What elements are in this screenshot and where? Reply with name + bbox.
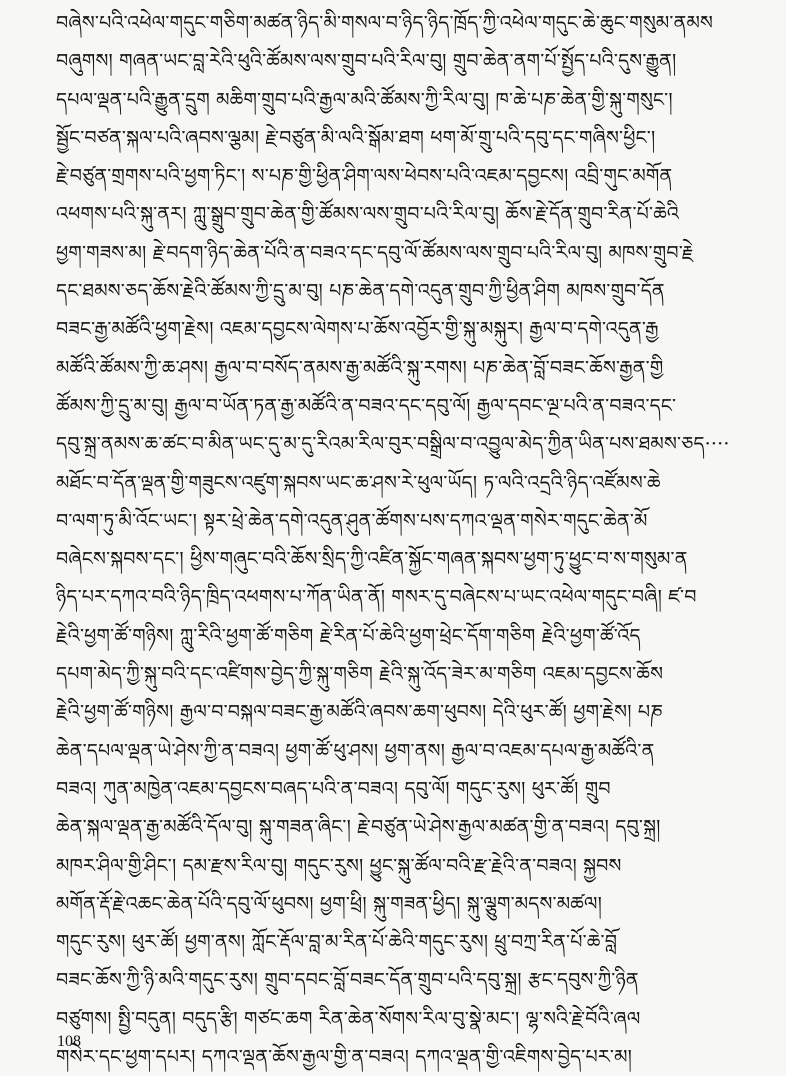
text-line: གསེར་དང་ཕྱག་དཔར། དཀའ་ལྡན་ཆོས་རྒྱལ་གྱི་ན་བཟའ། དཀའ་ལྡན་གྱི་འཇིགས་བྱེད་པར་མ། <box>56 1046 633 1069</box>
text-line: མཁར་ཤིལ་གྱི་ཤིང་། དམ་རྫས་རིལ་བུ། གདུང་རུས། ཕྱུང་སྐུ་ཚོལ་བའི་རྫ་རྗེའི་ན་བཟའ། སྐྱབས <box>56 854 622 877</box>
body-text <box>56 4 756 1076</box>
text-line: བཞེས་པའི་འཕེལ་གདུང་གཅིག་མཚན་ཉིད་མི་གསལ་བ་ཉིད་ཉིད་ཁྲོད་ཀྱི་འཕེལ་གདུང་ཆེ་ཆུང་གསུམ་ནམས <box>56 12 714 34</box>
text-line: བཟང་རྒྱ་མཚོའི་ཕྱག་རྗེས། འཇམ་དབྱངས་ལེགས་པ་ཆོས་འབྱོར་གྱི་སྐུ་མསྐུར། རྒྱལ་བ་དགེ་འདུན་རྒྱ <box>56 318 659 341</box>
text-line: དཔག་མེད་ཀྱི་སྐུ་བའི་དང་འཛིགས་བྱེད་ཀྱི་སྐུ་གཅིག རྗེའི་སྐུ་འོད་ཟེར་མ་གཅིག འཇམ་དབྱངས་ཆོས <box>56 663 664 686</box>
text-line: དང་ཐམས་ཅད་ཆོས་རྗེའི་ཚོམས་ཀྱི་དྲུ་མ་བུ། པཎ་ཆེན་དགེ་འདུན་གྲུབ་ཀྱི་ཕྱིན་ཤིག མཁས་གྲུབ་དོན <box>56 280 665 303</box>
text-line: རྗེའི་ཕྱག་ཚོ་གཉིས། ཀླུ་རིའི་ཕྱག་ཚོ་གཅིག རྗེ་རིན་པོ་ཆེའི་ཕྱག་ཕྲེང་དོག་གཅིག རྗེའི་ཕྱག་ཚོ་འོད <box>56 624 641 647</box>
text-line: བཟང་ཆོས་ཀྱི་ཉི་མའི་གདུང་རུས། གྲུབ་དབང་བློ་བཟང་དོན་གྲུབ་པའི་དབུ་སྐྲ། རྩང་དབུས་ཀྱི་ཉིན <box>56 969 639 992</box>
text-line: གདུང་རུས། ཕུར་ཚོ། ཕྱག་ནས། ཀློང་རྡོལ་བླ་མ་རིན་པོ་ཆེའི་གདུང་རུས། ཕྲུ་བཀྲ་རིན་པོ་ཆེ་བློ <box>56 931 618 954</box>
text-line: དབུ་སྐྲ་ནམས་ཆ་ཚང་བ་མིན་ཡང་དུ་མ་དུ་རིའམ་རིལ་བུར་བསྒྲིལ་བ་འབྱུལ་མེད་ཀྱིན་ཡིན་པས་ཐམས་ཅད···· <box>56 433 730 456</box>
page-number: 108 <box>57 1033 81 1050</box>
text-line: མཐོང་བ་དོན་ལྡན་གྱི་གཟུངས་འཛུག་སྐབས་ཡང་ཆ་ཤས་རེ་ཕུལ་ཡོད། ཏ་ལའི་འདྲའི་ཉིད་འཛོམས་ཆེ <box>56 471 661 494</box>
text-line: བ་ལག་ཏུ་མི་འོང་ཡང་། སྟར་ཕྲེ་ཆེན་དགེ་འདུན་ཤུན་ཚོགས་པས་དཀའ་ལྡན་གསེར་གདུང་ཆེན་མོ <box>56 509 648 532</box>
text-line: བཙུགས། སྤྱི་བདུན། བདུད་རྩི། གཙང་ཆག རིན་ཆེན་སོགས་རིལ་བུ་སྣེ་མང་། ལྷ་སའི་རྗེ་བོའི་ཞལ <box>56 1007 641 1030</box>
text-line: རྗེའི་ཕྱག་ཚོ་གཉིས། རྒྱལ་བ་བསྐལ་བཟང་རྒྱ་མཚོའི་ཞབས་ཆག་ཕུབས། དེའི་ཕུར་ཚོ། ཕྱག་རྗེས། པཎ <box>56 701 664 724</box>
text-line: ཉིད་པར་དཀའ་བའི་ཉིད་ཁྲིད་འཕགས་པ་ཀོན་ཡིན་ནོ། གསར་དུ་བཞེངས་པ་ཡང་འཕེལ་གདུང་བཞི། ཛ་བ <box>56 586 697 609</box>
text-line: དཔལ་ལྡན་པའི་རྒྱུན་དྲུག མཆིག་གྲུབ་པའི་རྒྱལ་མའི་ཚོམས་ཀྱི་རིལ་བུ། ཁ་ཆེ་པཎ་ཆེན་གྱི་སྐུ་གསུང་། <box>56 88 673 111</box>
text-line: སྦྱོང་བཙན་སྐལ་པའི་ཞབས་ལྕམ། རྗེ་བཙུན་མི་ལའི་སྒོམ་ཐག ཕག་མོ་གྲུ་པའི་དབུ་དང་གཞིས་ཕྱིང་། <box>56 126 656 149</box>
text-line: འཕགས་པའི་སྐུ་ནར། ཀླུ་སྒྲུབ་གྲུབ་ཆེན་གྱི་ཚོམས་ལས་གྲུབ་པའི་རིལ་བུ། ཆོས་རྗེ་དོན་གྲུབ་རིན་པོ་ཆེའི <box>56 203 680 226</box>
text-line: ཚོམས་ཀྱི་དྲུ་མ་བུ། རྒྱལ་བ་ཡོན་ཏན་རྒྱ་མཚོའི་ན་བཟའ་དང་དབུ་ལོ། རྒྱལ་དབང་ལྔ་པའི་ན་བཟའ་དང་ <box>56 394 677 417</box>
text-line: བཞེངས་སྐབས་དང་། ཕྱིས་གཞུང་བའི་ཆོས་སྲིད་ཀྱི་འཛིན་སྐྱོང་གཞན་སྐབས་ཕྱག་ཏུ་ཕྱུང་བ་ས་གསུམ་ན <box>56 548 688 571</box>
text-line: ཆེན་སྐལ་ལྡན་རྒྱ་མཚོའི་དོལ་བུ། སྐུ་གཟན་ཞིང་། རྗེ་བཙུན་ཡེ་ཤེས་རྒྱལ་མཚན་གྱི་ན་བཟའ། དབུ་སྐྲ། <box>56 816 661 839</box>
text-line: ཕྱག་གཟས་མ། རྗེ་བདག་ཉིད་ཆེན་པོའི་ན་བཟའ་དང་དབུ་ལོ་ཚོམས་ལས་གྲུབ་པའི་རིལ་བུ། མཁས་གྲུབ་རྗེ <box>56 241 694 264</box>
text-line: མགོན་རྡོ་རྗེ་འཆང་ཆེན་པོའི་དབུ་ལོ་ཕུབས། ཕྱག་ཕྲི། སྐུ་གཟན་ཕྱིད། སྐུ་ལྕུག་མདས་མཚལ། <box>56 892 603 915</box>
text-line: བཟའ། ཀུན་མཁྱེན་འཇམ་དབྱངས་བཞད་པའི་ན་བཟའ། དབུ་ལོ། གདུང་རུས། ཕུར་ཚོ། གྲུབ <box>56 777 611 800</box>
text-line: བཞུགས། གཞན་ཡང་བླ་རེའི་ཕུའི་ཚོམས་ལས་གྲུབ་པའི་རིལ་བུ། གྲུབ་ཆེན་ནག་པོ་སྤྱོད་པའི་དུས་རྒྱུན། <box>56 50 677 73</box>
text-line: རྗེ་བཙུན་གྲགས་པའི་ཕྱག་ཏིང་། ས་པཎ་གྱི་ཕྱིན་ཤིག་ལས་ཕེབས་པའི་འཇམ་དབྱངས། འབྲི་གུང་མགོན <box>56 165 673 188</box>
text-line: མཚོའི་ཚོམས་ཀྱི་ཆ་ཤས། རྒྱལ་བ་བསོད་ནམས་རྒྱ་མཚོའི་སྐུ་རགས། པཎ་ཆེན་བློ་བཟང་ཆོས་རྒྱན་གྱི <box>56 356 664 379</box>
text-line: ཆེན་དཔལ་ལྡན་ཡེ་ཤེས་ཀྱི་ན་བཟའ། ཕྱག་ཚོ་ཕུ་ཤས། ཕྱག་ནས། རྒྱལ་བ་འཇམ་དཔལ་རྒྱ་མཚོའི་ན <box>56 739 655 762</box>
